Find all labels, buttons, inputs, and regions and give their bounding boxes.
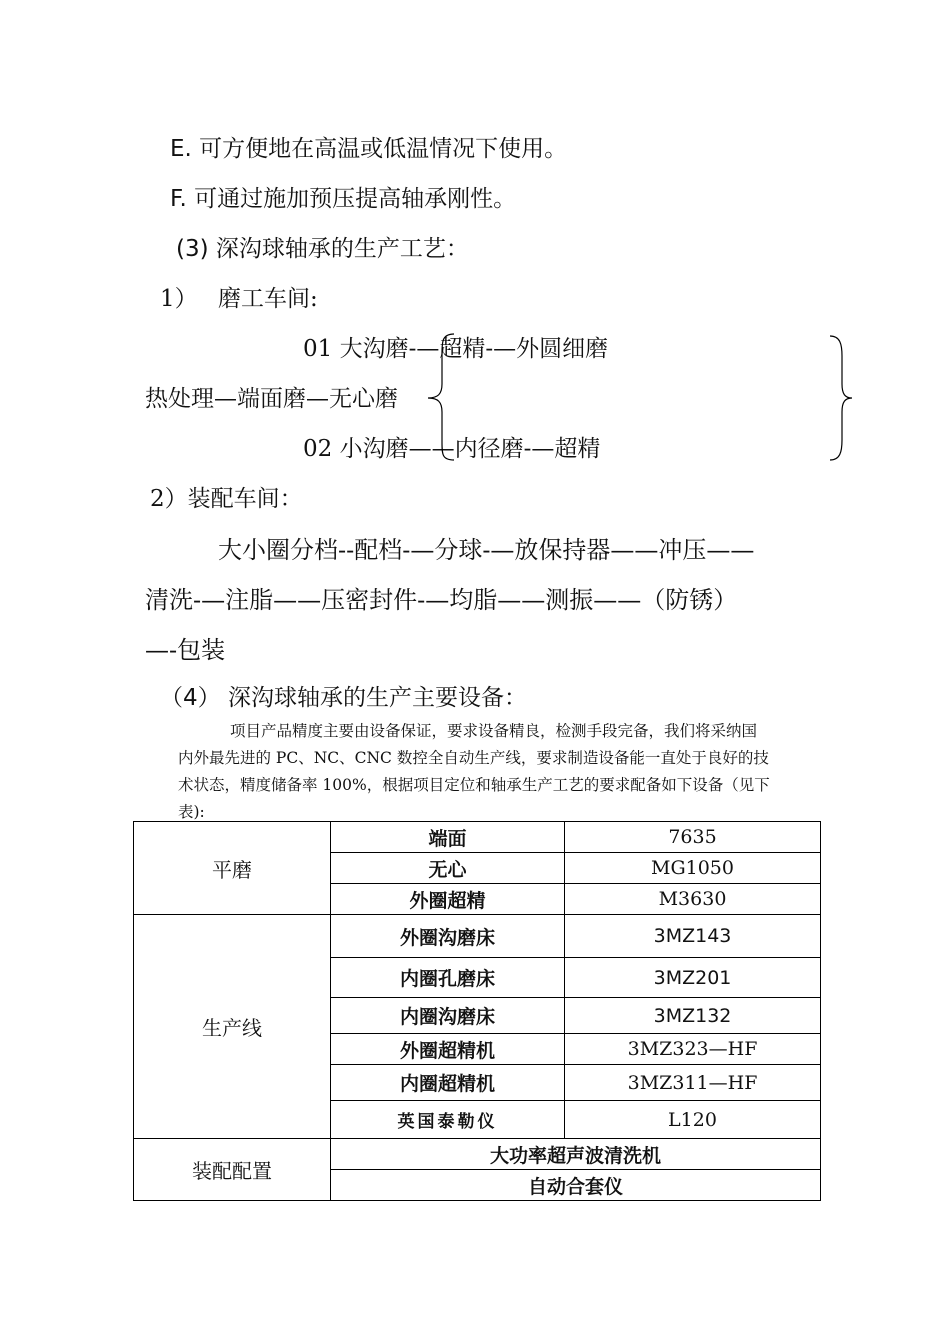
equipment-model: 3MZ201 <box>565 958 821 998</box>
assembly-line-1: 大小圈分档--配档-—分球-—放保持器——冲压—— <box>218 536 755 564</box>
equipment-name: 外圈超精 <box>331 884 565 915</box>
right-brace-icon <box>826 334 856 462</box>
list-item-e: E. 可方便地在高温或低温情况下使用。 <box>170 136 568 162</box>
equipment-name: 自动合套仪 <box>331 1170 821 1201</box>
equipment-name: 端面 <box>331 822 565 853</box>
equipment-name: 英国泰勒仪 <box>331 1101 565 1139</box>
equipment-model: L120 <box>565 1101 821 1139</box>
equipment-model: 3MZ132 <box>565 998 821 1034</box>
subsection-assembly: 2）装配车间： <box>150 486 303 512</box>
section-heading-4: （4） 深沟球轴承的生产主要设备： <box>160 685 527 711</box>
subsection-number-1: 1） <box>160 286 198 312</box>
equipment-model: MG1050 <box>565 853 821 884</box>
table-row <box>134 822 821 853</box>
paragraph-line: 表): <box>178 803 205 821</box>
equipment-name: 无心 <box>331 853 565 884</box>
description-paragraph <box>178 718 808 826</box>
list-item-f: F. 可通过施加预压提高轴承刚性。 <box>170 186 517 212</box>
process-branch-02: 02 小沟磨——内径磨-—超精 <box>303 436 601 462</box>
left-brace-icon <box>420 332 460 462</box>
paragraph-line: 内外最先进的 PC、NC、CNC 数控全自动生产线，要求制造设备能一直处于良好的技 <box>178 749 769 767</box>
equipment-name: 内圈沟磨床 <box>331 998 565 1034</box>
equipment-name: 外圈超精机 <box>331 1034 565 1065</box>
section-heading-3: (3) 深沟球轴承的生产工艺： <box>176 236 469 262</box>
category-cell: 装配配置 <box>134 1139 331 1201</box>
paragraph-line: 术状态，精度储备率 100%，根据项目定位和轴承生产工艺的要求配备如下设备（见下 <box>178 776 770 794</box>
equipment-model: 3MZ143 <box>565 915 821 958</box>
paragraph-line: 项目产品精度主要由设备保证，要求设备精良，检测手段完备，我们将采纳国 <box>230 722 758 740</box>
equipment-model: M3630 <box>565 884 821 915</box>
assembly-line-3: —-包装 <box>145 636 226 664</box>
assembly-line-2: 清洗-—注脂——压密封件-—均脂——测振——（防锈） <box>145 586 738 614</box>
equipment-name: 内圈超精机 <box>331 1065 565 1101</box>
equipment-name: 内圈孔磨床 <box>331 958 565 998</box>
category-cell: 平磨 <box>134 822 331 915</box>
table-row <box>134 1139 821 1170</box>
process-branch-01: 01 大沟磨-—超精-—外圆细磨 <box>303 336 609 362</box>
table-row <box>134 915 821 958</box>
subsection-title-grinding: 磨工车间: <box>218 286 318 312</box>
category-cell: 生产线 <box>134 915 331 1139</box>
equipment-model: 3MZ323—HF <box>565 1034 821 1065</box>
equipment-model: 3MZ311—HF <box>565 1065 821 1101</box>
equipment-model: 7635 <box>565 822 821 853</box>
equipment-name: 外圈沟磨床 <box>331 915 565 958</box>
process-heat-treatment: 热处理—端面磨—无心磨 <box>145 386 398 412</box>
equipment-table <box>133 821 821 1201</box>
equipment-name: 大功率超声波清洗机 <box>331 1139 821 1170</box>
